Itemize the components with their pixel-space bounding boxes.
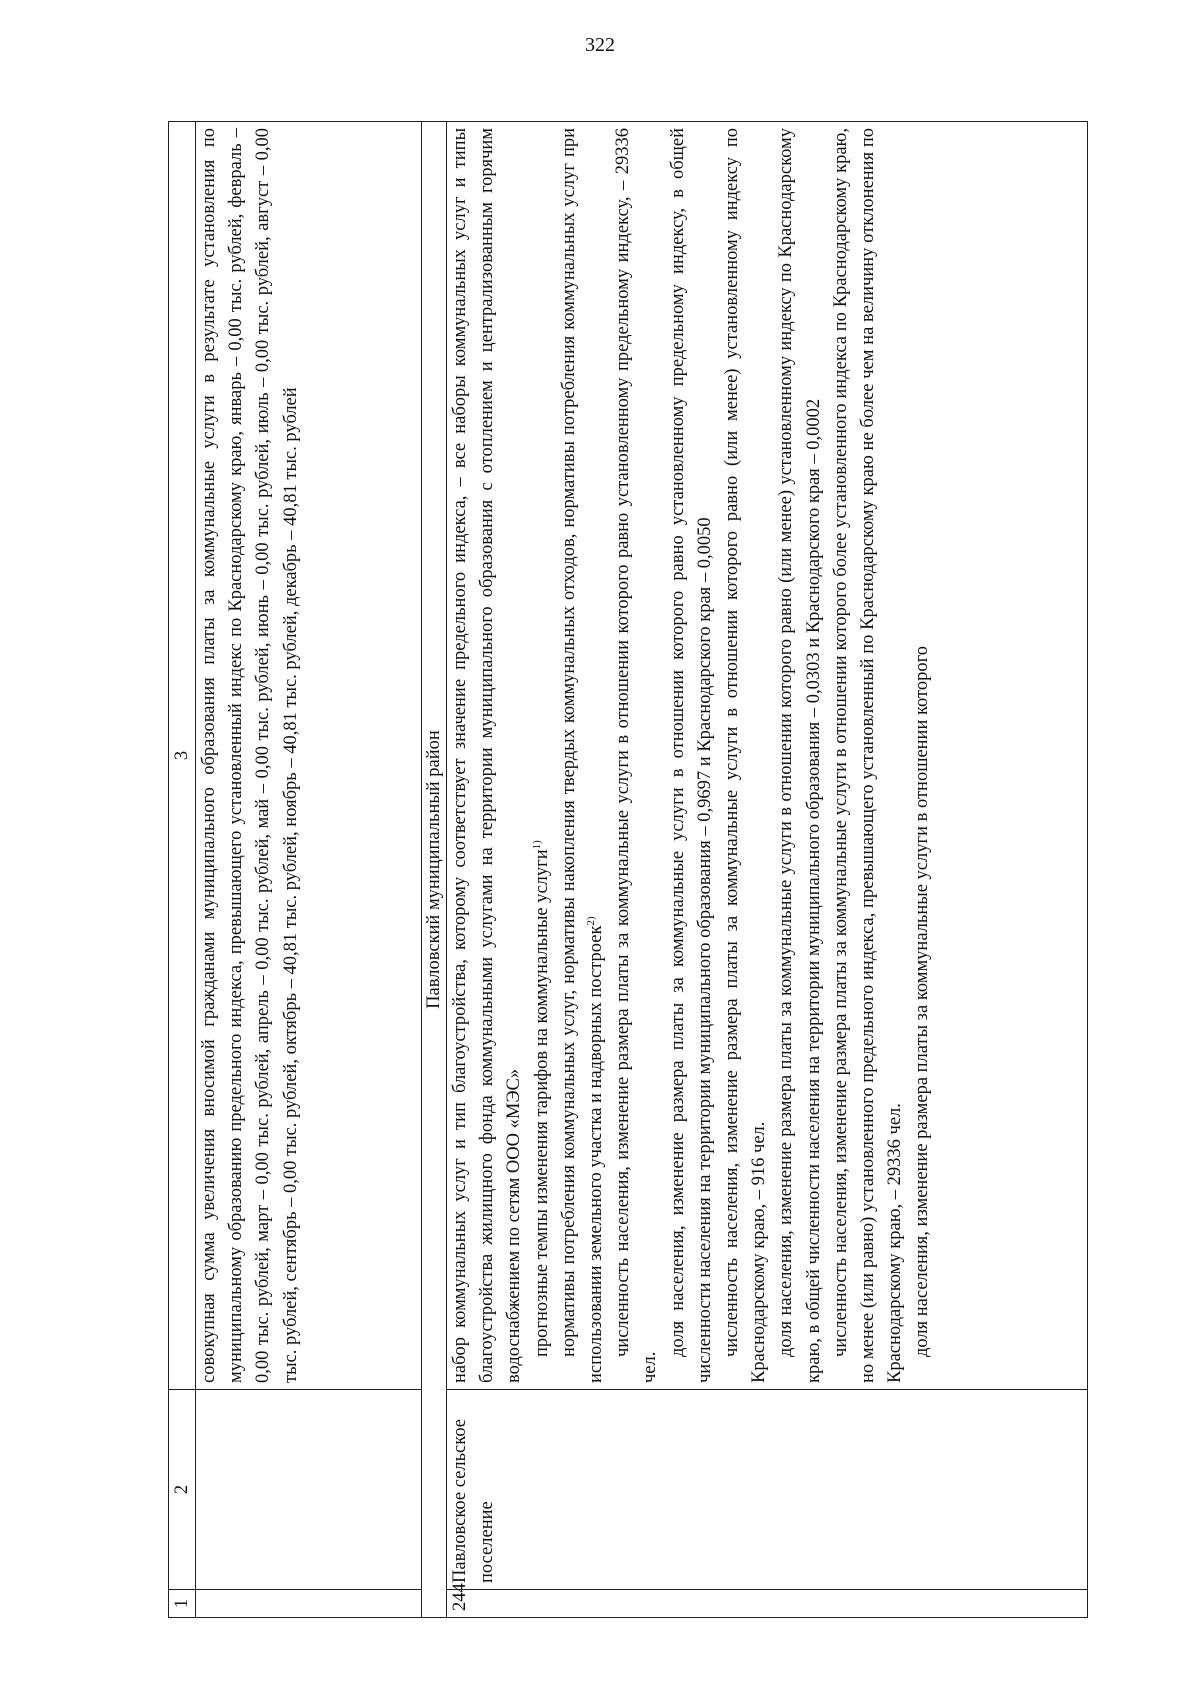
- description-paragraph: совокупная сумма увеличения вносимой гражданами муниципального образования платы за коммунальные услуги в результате установления по муниципальному образованию предельного индекса, превышающего установленный индекс по Краснодарскому краю, январь – 0,00 тыс. рублей, февраль – 0,00 тыс. рублей, март – 0,00 тыс. рублей, апрель – 0,00 тыс. рублей, май – 0,00 тыс. рублей, июнь – 0,00 тыс. рублей, июль – 0,00 тыс. рублей, август – 0,00 тыс. рублей, сентябрь – 0,00 тыс. рублей, октябрь – 40,81 тыс. рублей, ноябрь – 40,81 тыс. рублей, декабрь – 40,81 тыс. рублей: [199, 128, 301, 1383]
- header-row: [169, 122, 196, 1618]
- entry-description: [447, 122, 1088, 1390]
- entry-paragraph: доля населения, изменение размера платы за коммунальные услуги в отношении которого равно установленному предельному индексу, в общей численности населения на территории муниципального образования – 0,9697 и Краснодарского края – 0,0050: [667, 128, 715, 1383]
- cell-name: [196, 1390, 422, 1590]
- entry-paragraph: набор коммунальных услуг и тип благоустройства, которому соответствует значение предельного индекса, – все наборы коммунальных услуг и типы благоустройства жилищного фонда коммунальными услугами на территории муниципального образования с отоплением и централизованным горячим водоснабжением по сетям ООО «МЭС»: [450, 128, 525, 1383]
- cell-description: [196, 122, 422, 1390]
- header-col-2: 2: [169, 1390, 196, 1590]
- header-col-1: 1: [169, 1590, 196, 1618]
- table-row-entry: [447, 122, 1088, 1618]
- entry-paragraph: численность населения, изменение размера платы за коммунальные услуги в отношении которого равно (или менее) установленному индексу по Краснодарскому краю, – 916 чел.: [722, 128, 770, 1383]
- entry-paragraph: доля населения, изменение размера платы за коммунальные услуги в отношении которого равно (или менее) установленному индексу по Краснодарскому краю, в общей численности населения на территории муниципального образования – 0,0303 и Краснодарского края – 0,0002: [776, 128, 824, 1383]
- rotated-table-wrapper: [168, 121, 1088, 1618]
- cell-number: [196, 1590, 422, 1618]
- page-number: 322: [585, 34, 615, 56]
- entry-name: Павловское сельское поселение: [447, 1390, 1088, 1590]
- entry-paragraph: прогнозные темпы изменения тарифов на коммунальные услуги$^{1)}$: [530, 840, 552, 1357]
- table-row-continuation: [196, 122, 422, 1618]
- entry-paragraph: численность населения, изменение размера платы за коммунальные услуги в отношении которого равно установленному предельному индексу, – 29336 чел.: [613, 128, 661, 1383]
- entry-paragraph: нормативы потребления коммунальных услуг, нормативы накопления твердых коммунальных отходов, нормативы потребления коммунальных услуг при использовании земельного участка и надворных построек$^{2)}$: [558, 128, 607, 1383]
- entry-paragraph: доля населения, изменение размера платы за коммунальные услуги в отношении которого: [912, 645, 933, 1357]
- district-title: Павловский муниципальный район: [422, 122, 447, 1618]
- entry-paragraph: численность населения, изменение размера платы за коммунальные услуги в отношении которого более установленного индекса по Краснодарскому краю, но менее (или равно) установленного предельного индекса, превышающего установленный по Краснодарскому краю не более чем на величину отклонения по Краснодарскому краю, – 29336 чел.: [830, 128, 906, 1383]
- district-row: [422, 122, 447, 1618]
- entry-number: 244: [447, 1590, 1088, 1618]
- data-table: [168, 121, 1088, 1618]
- header-col-3: 3: [169, 122, 196, 1390]
